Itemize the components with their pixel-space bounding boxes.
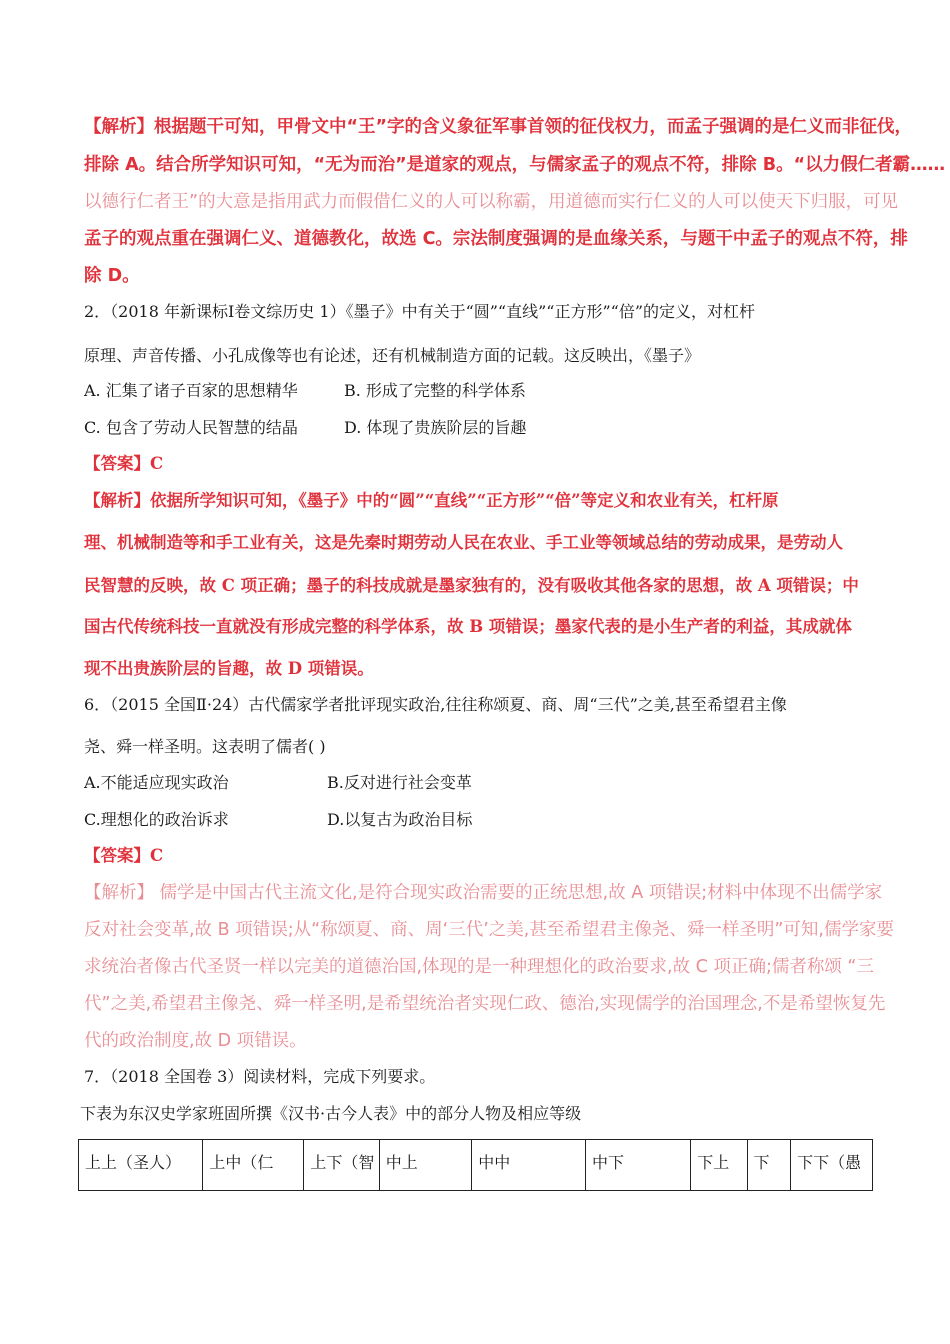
table-cell: 中上 — [379, 1140, 471, 1191]
q6-stem-line-1: 6．（2015 全国Ⅱ·24）古代儒家学者批评现实政治,往往称颂夏、商、周“三代”之美,甚至希望君主像 — [84, 695, 787, 714]
table-cell: 上下（智 — [304, 1140, 379, 1191]
q2-stem-line-2: 原理、声音传播、小孔成像等也有论述，还有机械制造方面的记载。这反映出，《墨子》 — [84, 346, 701, 365]
q2-analysis-line-4: 国古代传统科技一直就没有形成完整的科学体系，故 B 项错误；墨家代表的是小生产者的利益，其成就体 — [84, 617, 852, 636]
q2-answer: 【答案】C — [84, 454, 164, 473]
q1-analysis-line-5: 除 D。 — [84, 266, 140, 286]
table-row — [79, 1140, 873, 1191]
table-cell: 中中 — [472, 1140, 586, 1191]
q1-analysis-line-3: 以德行仁者王”的大意是指用武力而假借仁义的人可以称霸，用道德而实行仁义的人可以使天下归服，可见 — [84, 192, 899, 212]
q1-analysis-line-4: 孟子的观点重在强调仁义、道德教化，故选 C。宗法制度强调的是血缘关系，与题干中孟子的观点不符，排 — [84, 229, 908, 249]
q6-analysis-line-4: 代”之美,希望君主像尧、舜一样圣明,是希望统治者实现仁政、德治,实现儒学的治国理念,不是希望恢复先 — [84, 994, 886, 1014]
q6-option-d: D.以复古为政治目标 — [327, 810, 473, 829]
q6-option-a: A.不能适应现实政治 — [84, 773, 229, 792]
q2-analysis-line-3: 民智慧的反映，故 C 项正确；墨子的科技成就是墨家独有的，没有吸收其他各家的思想，故 A 项错误；中 — [84, 576, 859, 595]
q2-analysis-line-1: 【解析】依据所学知识可知，《墨子》中的“圆”“直线”“正方形”“倍”等定义和农业有关，杠杆原 — [84, 491, 779, 510]
grade-table — [78, 1139, 873, 1191]
q6-option-b: B.反对进行社会变革 — [327, 773, 472, 792]
table-cell: 下下（愚 — [791, 1140, 873, 1191]
q2-option-a: A. 汇集了诸子百家的思想精华 — [84, 381, 298, 400]
q6-analysis-line-2: 反对社会变革,故 B 项错误;从“称颂夏、商、周‘三代’之美,甚至希望君主像尧、舜一样圣明”可知,儒学家要 — [84, 920, 894, 940]
q6-analysis-line-1: 【解析】 儒学是中国古代主流文化,是符合现实政治需要的正统思想,故 A 项错误;材料中体现不出儒学家 — [84, 883, 883, 903]
table-cell: 下上 — [691, 1140, 747, 1191]
q2-analysis-line-2: 理、机械制造等和手工业有关，这是先秦时期劳动人民在农业、手工业等领域总结的劳动成果，是劳动人 — [84, 533, 843, 552]
table-cell: 中下 — [585, 1140, 690, 1191]
q2-option-b: B. 形成了完整的科学体系 — [344, 381, 526, 400]
q2-option-c: C. 包含了劳动人民智慧的结晶 — [84, 418, 298, 437]
q6-option-c: C.理想化的政治诉求 — [84, 810, 229, 829]
q2-analysis-line-5: 现不出贵族阶层的旨趣，故 D 项错误。 — [84, 659, 374, 678]
q7-stem: 7．（2018 全国卷 3）阅读材料，完成下列要求。 — [84, 1067, 436, 1086]
table-cell: 上中（仁 — [203, 1140, 304, 1191]
q6-analysis-line-3: 求统治者像古代圣贤一样以完美的道德治国,体现的是一种理想化的政治要求,故 C 项正确;儒者称颂 “三 — [84, 957, 874, 977]
q1-analysis-line-1: 【解析】根据题干可知，甲骨文中“王”字的含义象征军事首领的征伐权力，而孟子强调的是仁义而非征伐， — [84, 117, 912, 137]
table-cell: 上上（圣人） — [79, 1140, 203, 1191]
q1-analysis-line-2: 排除 A。结合所学知识可知，“无为而治”是道家的观点，与儒家孟子的观点不符，排除 B。“以力假仁者霸…… — [84, 155, 946, 175]
q2-stem-line-1: 2．（2018 年新课标Ⅰ卷文综历史 1）《墨子》中有关于“圆”“直线”“正方形”“倍”的定义，对杠杆 — [84, 302, 756, 321]
q2-option-d: D. 体现了贵族阶层的旨趣 — [344, 418, 527, 437]
q6-stem-line-2: 尧、舜一样圣明。这表明了儒者( ) — [84, 737, 326, 756]
q7-table-caption: 下表为东汉史学家班固所撰《汉书·古今人表》中的部分人物及相应等级 — [80, 1104, 582, 1123]
q6-analysis-line-5: 代的政治制度,故 D 项错误。 — [84, 1031, 307, 1051]
q6-answer: 【答案】C — [84, 846, 164, 865]
table-cell: 下 — [747, 1140, 791, 1191]
